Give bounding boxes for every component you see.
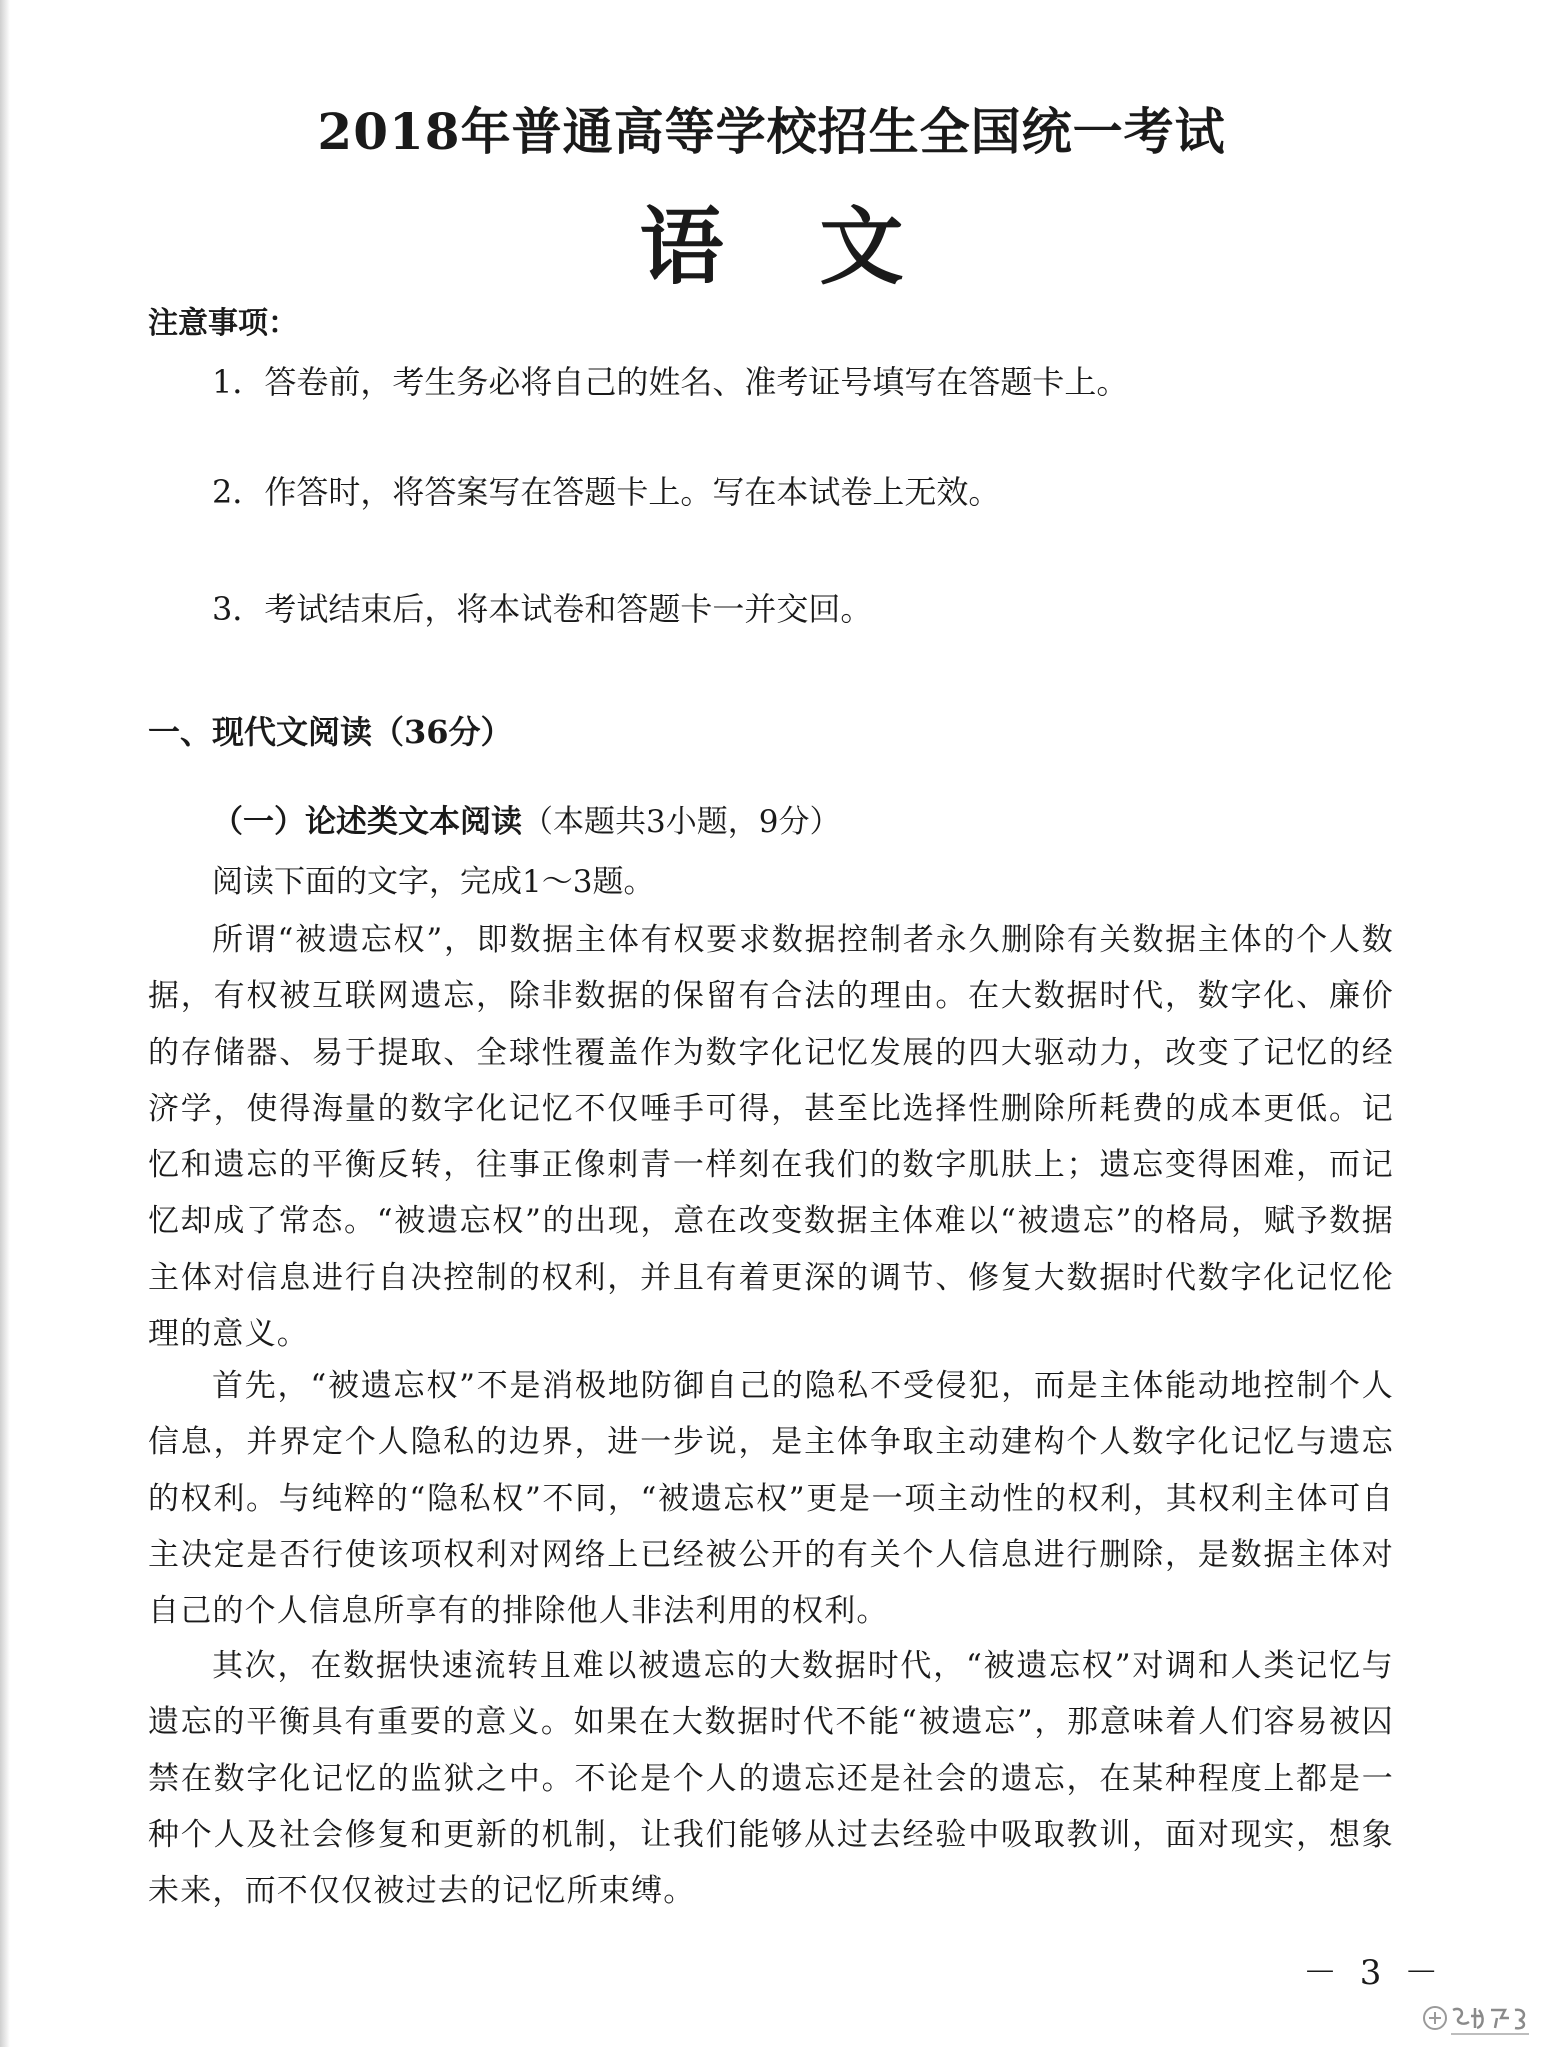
page-number: － 3 －	[1303, 1953, 1445, 1993]
section-heading: 一、现代文阅读（36分）	[148, 713, 513, 751]
notice-item-2: 2．作答时，将答案写在答题卡上。写在本试卷上无效。	[212, 473, 1001, 511]
reading-instruction: 阅读下面的文字，完成1～3题。	[212, 864, 655, 900]
sub-heading-title: （一）论述类文本阅读	[212, 804, 522, 840]
exam-title: 2018年普通高等学校招生全国统一考试	[317, 102, 1226, 161]
subject-title: 语文	[639, 197, 1000, 296]
paragraph-2: 首先，“被遗忘权”不是消极地防御自己的隐私不受侵犯，而是主体能动地控制个人信息，并界定个人隐私的边界，进一步说，是主体争取主动建构个人数字化记忆与遗忘的权利。与纯粹的“隐私权”不同，“被遗忘权”更是一项主动性的权利，其权利主体可自主决定是否行使该项权利对网络上已经被公开的有关个人信息进行删除，是数据主体对自己的个人信息所享有的排除他人非法利用的权利。	[148, 1368, 1394, 1630]
notice-heading: 注意事项：	[148, 306, 298, 341]
sub-section-heading	[212, 796, 840, 841]
notice-item-1: 1．答卷前，考生务必将自己的姓名、准考证号填写在答题卡上。	[212, 363, 1129, 401]
notice-item-3: 3．考试结束后，将本试卷和答题卡一并交回。	[212, 590, 873, 628]
scan-edge-shadow	[0, 0, 10, 2047]
paragraph-3: 其次，在数据快速流转且难以被遗忘的大数据时代，“被遗忘权”对调和人类记忆与遗忘的平衡具有重要的意义。如果在大数据时代不能“被遗忘”，那意味着人们容易被囚禁在数字化记忆的监狱之中。不论是个人的遗忘还是社会的遗忘，在某种程度上都是一种个人及社会修复和更新的机制，让我们能够从过去经验中吸取教训，面对现实，想象未来，而不仅仅被过去的记忆所束缚。	[148, 1648, 1394, 1910]
paragraph-1: 所谓“被遗忘权”，即数据主体有权要求数据控制者永久删除有关数据主体的个人数据，有权被互联网遗忘，除非数据的保留有合法的理由。在大数据时代，数字化、廉价的存储器、易于提取、全球性覆盖作为数字化记忆发展的四大驱动力，改变了记忆的经济学，使得海量的数字化记忆不仅唾手可得，甚至比选择性删除所耗费的成本更低。记忆和遗忘的平衡反转，往事正像刺青一样刻在我们的数字肌肤上；遗忘变得困难，而记忆却成了常态。“被遗忘权”的出现，意在改变数据主体难以“被遗忘”的格局，赋予数据主体对信息进行自决控制的权利，并且有着更深的调节、修复大数据时代数字化记忆伦理的意义。	[148, 922, 1394, 1353]
site-watermark-logo	[1421, 1996, 1535, 2040]
sub-heading-score: （本题共3小题，9分）	[522, 804, 841, 840]
